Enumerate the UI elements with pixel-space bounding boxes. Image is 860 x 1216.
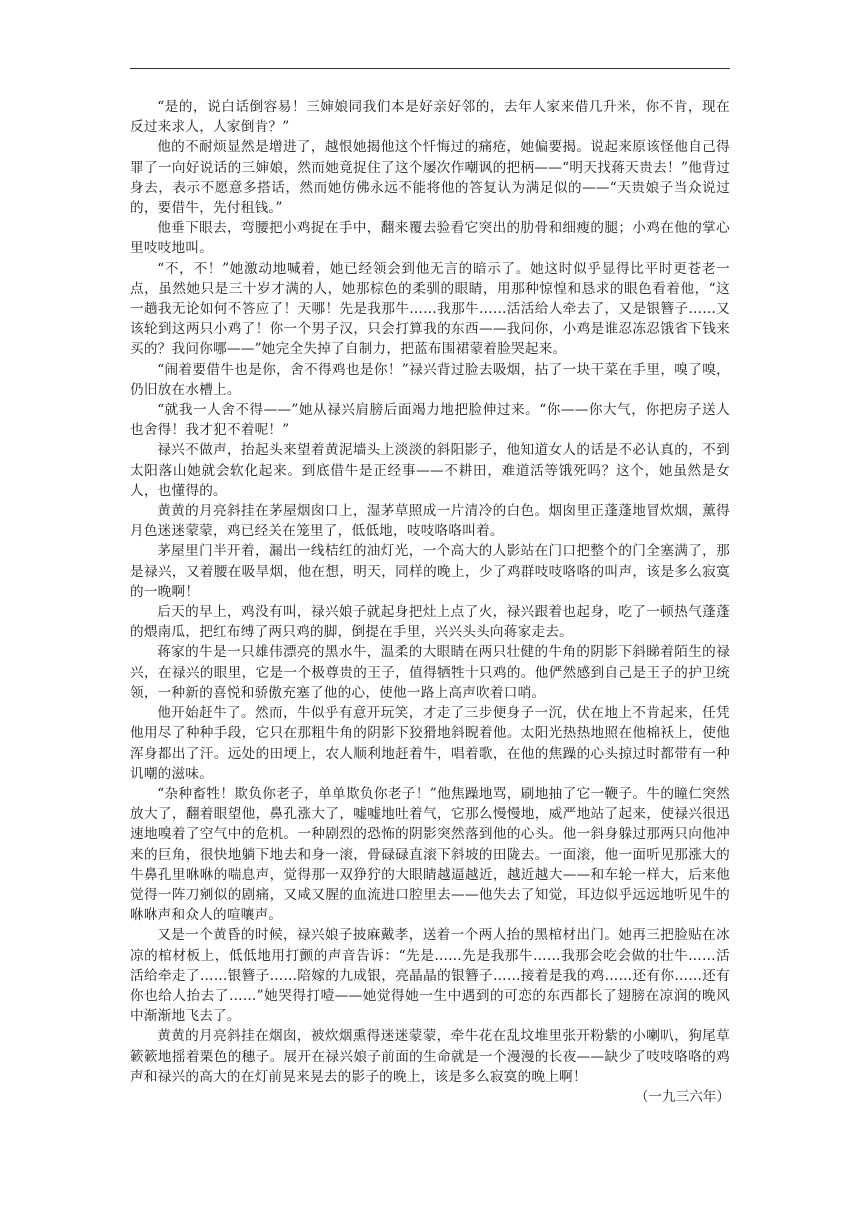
paragraph: 又是一个黄昏的时候，禄兴娘子披麻戴孝，送着一个两人抬的黑棺材出门。她再三把脸贴在冰凉的棺材板上，低低地用打颤的声音告诉：“先是……先是我那牛……我那会吃会做的壮牛……活活给牵走了……银簪子……陪嫁的九成银，亮晶晶的银簪子……接着是我的鸡……还有你……还有你也给人抬去了……”她哭得打噎——她觉得她一生中遇到的可恋的东西都长了翅膀在凉润的晚风中渐渐地飞去了。: [130, 927, 730, 1025]
paragraph: 蒋家的牛是一只雄伟漂亮的黑水牛，温柔的大眼睛在两只壮健的牛角的阴影下斜睇着陌生的禄兴，在禄兴的眼里，它是一个极尊贵的王子，值得牺牲十只鸡的。他俨然感到自己是王子的护卫统领，一种新的喜悦和骄傲充塞了他的心，使他一路上高声吹着口哨。: [130, 644, 730, 701]
paragraph: “杂种畜牲！欺负你老子，单单欺负你老子！”他焦躁地骂，刷地抽了它一鞭子。牛的瞳仁突然放大了，翻着眼望他，鼻孔涨大了，嘘嘘地吐着气，它那么慢慢地，威严地站了起来，使禄兴很迅速地嗅着了空气中的危机。一种剧烈的恐怖的阴影突然落到他的心头。他一斜身躲过那两只向他冲来的巨角，很快地躺下地去和身一滚，骨碌碌直滚下斜坡的田陇去。一面滚，他一面听见那涨大的牛鼻孔里咻咻的喘息声，觉得那一双狰狞的大眼睛越逼越近，越近越大——和车轮一样大，后来他觉得一阵刀剜似的剧痛，又咸又腥的血流进口腔里去——他失去了知觉，耳边似乎远远地听见牛的咻咻声和众人的喧嚷声。: [130, 785, 730, 924]
paragraph: “是的，说白话倒容易！三婶娘同我们本是好亲好邻的，去年人家来借几升米，你不肯，现在反过来求人，人家倒肯？”: [130, 99, 730, 136]
paragraph: 他的不耐烦显然是增进了，越恨她揭他这个忏悔过的痛疮，她偏要揭。说起来原该怪他自己得罪了一向好说话的三婶娘，然而她竟捉住了这个屡次作嘲讽的把柄——“明天找蒋天贵去！”他背过身去，表示不愿意多搭话，然而她仿佛永远不能将他的答复认为满足似的——“天贵娘子当众说过的，要借牛，先付租钱。”: [130, 139, 730, 217]
paragraph: “闹着要借牛也是你，舍不得鸡也是你！”禄兴背过脸去吸烟，拈了一块干菜在手里，嗅了嗅，仍旧放在水槽上。: [130, 361, 730, 398]
paragraph: 茅屋里门半开着，漏出一线桔红的油灯光，一个高大的人影站在门口把整个的门全塞满了，那是禄兴，又着腰在吸旱烟，他在想，明天，同样的晚上，少了鸡群吱吱咯咯的叫声，该是多么寂寞的一晚啊！: [130, 543, 730, 600]
paragraph: “不，不！”她激动地喊着，她已经领会到他无言的暗示了。她这时似乎显得比平时更苍老一点，虽然她只是三十岁才满的人，她那棕色的柔驯的眼睛，用那种惊惶和恳求的眼色看着他，“这一趟我无论如何不答应了！天哪！先是我那牛……我那牛……活活给人牵去了，又是银簪子……又该轮到这两只小鸡了！你一个男子汉，只会打算我的东西——我问你，小鸡是谁忍冻忍饿省下钱来买的？我问你哪——”她完全失掉了自制力，把蓝布围裙蒙着脸哭起来。: [130, 260, 730, 358]
article-body: [130, 97, 730, 1107]
paragraph: 他开始赶牛了。然而，牛似乎有意开玩笑，才走了三步便身子一沉，伏在地上不肯起来，任凭他用尽了种种手段，它只在那粗牛角的阴影下狡猾地斜睨着他。太阳光热热地照在他棉袄上，使他浑身都出了汗。远处的田埂上，农人顺利地赶着牛，唱着歌，在他的焦躁的心头掠过时都带有一种讥嘲的滋味。: [130, 705, 730, 782]
paragraph: 禄兴不做声，抬起头来望着黄泥墙头上淡淡的斜阳影子，他知道女人的话是不必认真的，不到太阳落山她就会软化起来。到底借牛是正经事——不耕田，难道活等饿死吗？这个，她虽然是女人，也懂得的。: [130, 442, 730, 499]
date-line: （一九三六年）: [634, 1088, 730, 1105]
paragraph: 黄黄的月亮斜挂在茅屋烟囱口上，湿茅草照成一片清冷的白色。烟囱里正蓬蓬地冒炊烟，薰得月色迷迷蒙蒙，鸡已经关在笼里了，低低地，吱吱咯咯叫着。: [130, 503, 730, 540]
paragraph: “就我一人舍不得——”她从禄兴肩膀后面竭力地把脸伸过来。“你——你大气，你把房子送人也舍得！我才犯不着呢！”: [130, 402, 730, 439]
header-rule: [130, 68, 730, 69]
paragraph: 后天的早上，鸡没有叫，禄兴娘子就起身把灶上点了火，禄兴跟着也起身，吃了一顿热气蓬蓬的煨南瓜，把红布缚了两只鸡的脚，倒提在手里，兴兴头头向蒋家走去。: [130, 604, 730, 641]
paragraph: 他垂下眼去，弯腰把小鸡捉在手中，翻来覆去验看它突出的肋骨和细瘦的腿；小鸡在他的掌心里吱吱地叫。: [130, 220, 730, 257]
paragraph: 黄黄的月亮斜挂在烟囱，被炊烟熏得迷迷蒙蒙，牵牛花在乱坟堆里张开粉紫的小喇叭，狗尾草簌簌地摇着栗色的穗子。展开在禄兴娘子前面的生命就是一个漫漫的长夜——缺少了吱吱咯咯的鸡声和禄兴的高大的在灯前晃来晃去的影子的晚上，该是多么寂寞的晚上啊！: [130, 1028, 730, 1085]
